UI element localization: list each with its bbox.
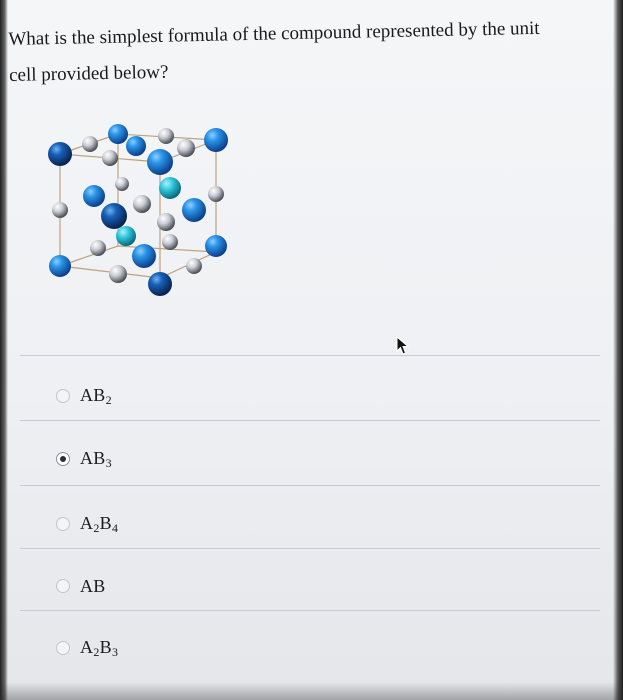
formula-subscript: 2 — [105, 392, 112, 407]
formula-subscript: 4 — [111, 520, 119, 535]
divider — [20, 420, 600, 421]
question-line-1: What is the simplest formula of the compound represented by the unit — [8, 17, 540, 50]
option-label: $AB_2$ — [80, 384, 112, 407]
radio-selected-dot — [60, 456, 66, 462]
option-ab2[interactable] — [56, 382, 112, 410]
formula-subscript: 2 — [93, 644, 100, 659]
screen-edge-shadow-bottom — [0, 682, 623, 700]
option-label: $A_2B_3$ — [80, 636, 119, 659]
mouse-pointer-icon — [396, 336, 410, 356]
option-a2b4[interactable] — [56, 510, 118, 538]
unit-cell-image — [36, 118, 246, 308]
radio-button-icon[interactable] — [56, 641, 70, 655]
option-label: $A_2B_4$ — [80, 512, 119, 535]
formula-subscript: 3 — [105, 455, 112, 470]
question-line-2: cell provided below? — [8, 61, 169, 86]
radio-button-icon[interactable] — [56, 579, 70, 593]
radio-button-icon[interactable] — [56, 452, 70, 466]
question-text — [8, 10, 599, 94]
radio-button-icon[interactable] — [56, 517, 70, 531]
divider — [20, 610, 600, 611]
screen-edge-shadow-left — [0, 0, 8, 700]
option-label: AB — [80, 575, 106, 596]
formula-subscript: 3 — [111, 644, 119, 659]
option-a2b3[interactable] — [56, 634, 118, 662]
formula-subscript: 2 — [93, 520, 100, 535]
radio-button-icon[interactable] — [56, 389, 70, 403]
divider — [20, 548, 600, 549]
option-ab3[interactable] — [56, 445, 112, 473]
option-ab[interactable] — [56, 572, 106, 600]
screen-edge-shadow-right — [613, 0, 623, 700]
option-label: $AB_3$ — [80, 447, 112, 470]
unit-cell-atoms — [48, 124, 228, 296]
divider — [20, 355, 600, 356]
divider — [20, 485, 600, 486]
